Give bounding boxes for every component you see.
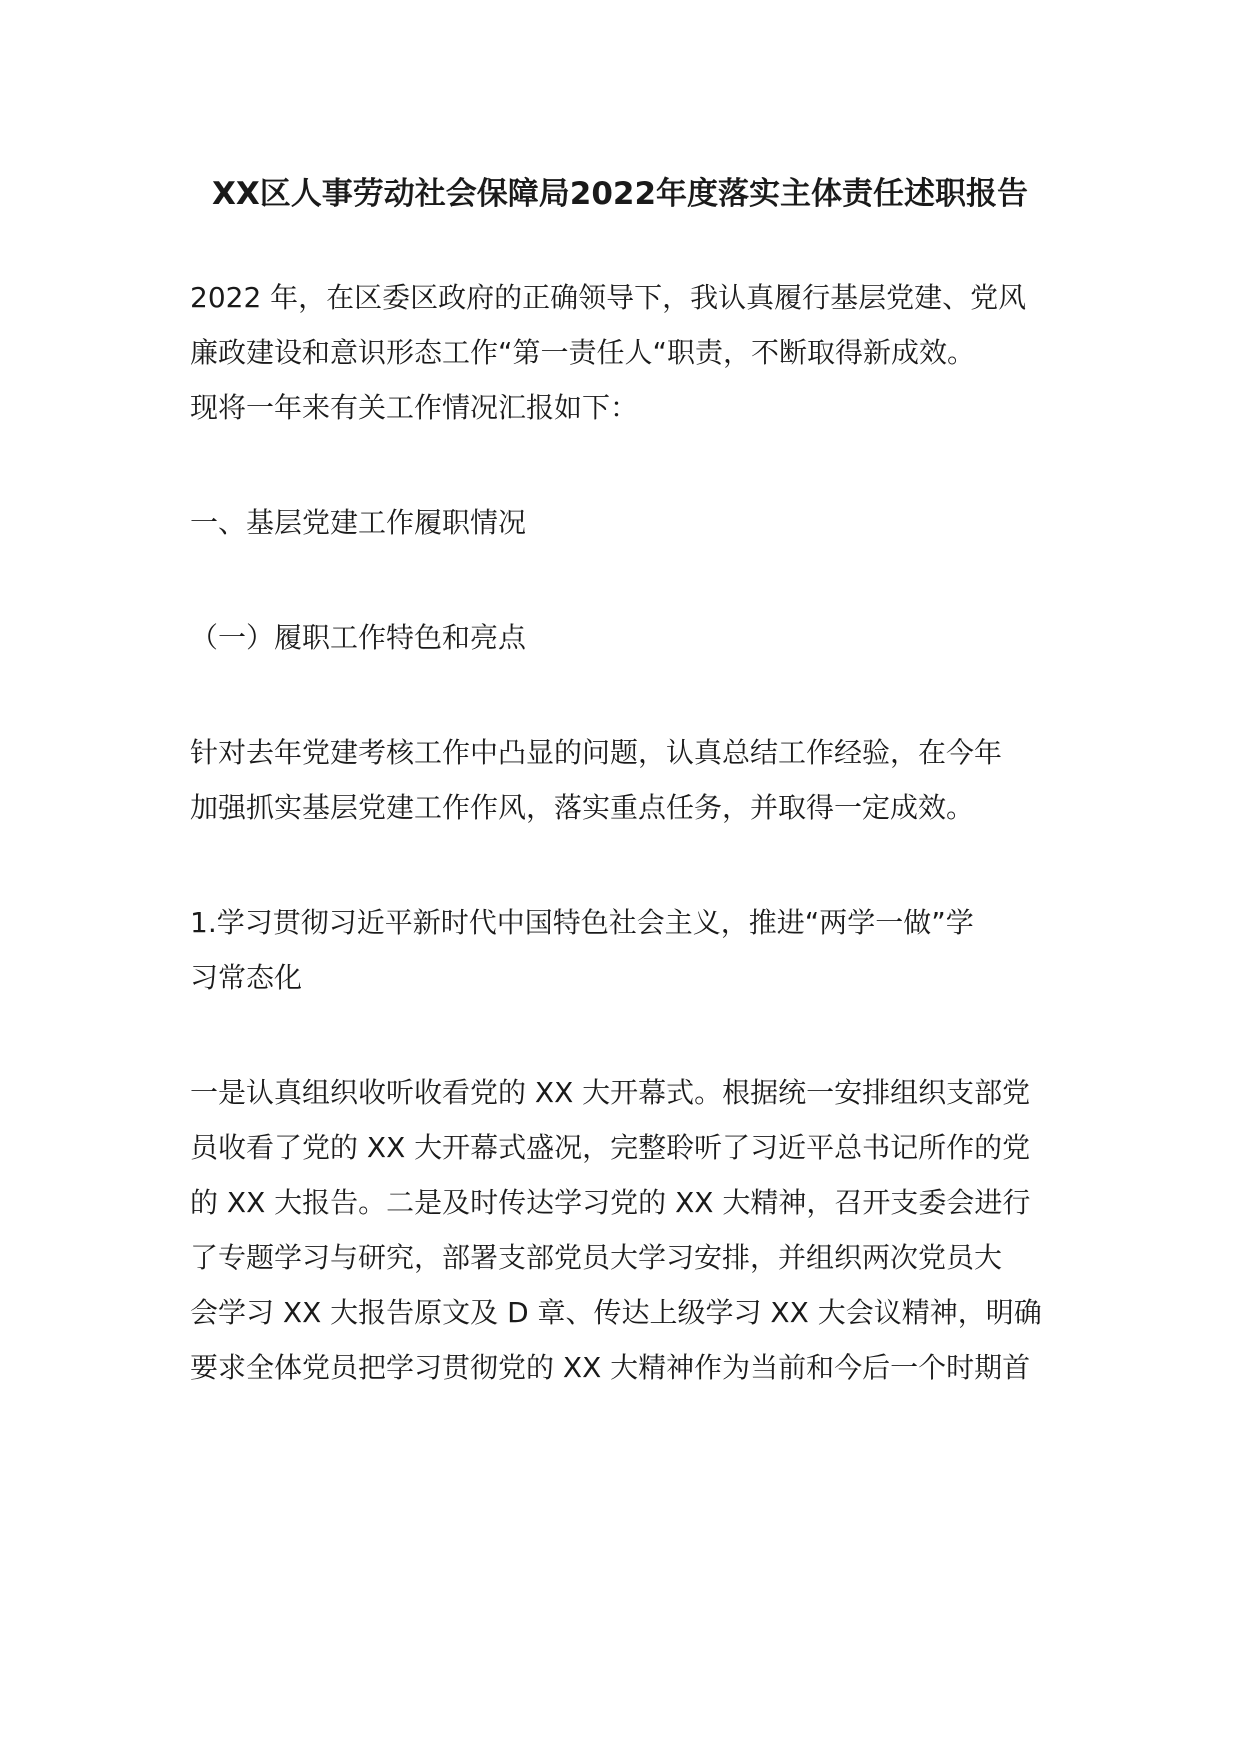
paragraph-2-line-4: 了专题学习与研究，部署支部党员大学习安排，并组织两次党员大 <box>190 1241 1003 1274</box>
subsection-heading: （一）履职工作特色和亮点 <box>190 621 527 654</box>
paragraph-2-line-6: 要求全体党员把学习贯彻党的 XX 大精神作为当前和今后一个时期首 <box>190 1351 1031 1384</box>
paragraph-1-line-1: 针对去年党建考核工作中凸显的问题，认真总结工作经验，在今年 <box>190 736 1003 769</box>
paragraph-2-line-3: 的 XX 大报告。二是及时传达学习党的 XX 大精神，召开支委会进行 <box>190 1186 1031 1219</box>
paragraph-2-line-1: 一是认真组织收听收看党的 XX 大开幕式。根据统一安排组织支部党 <box>190 1076 1031 1109</box>
intro-line-3: 现将一年来有关工作情况汇报如下： <box>190 391 639 424</box>
item-heading-line-1: 1.学习贯彻习近平新时代中国特色社会主义，推进“两学一做”学 <box>190 906 974 939</box>
intro-line-2: 廉政建设和意识形态工作“第一责任人“职责，不断取得新成效。 <box>190 336 976 369</box>
item-heading-line-2: 习常态化 <box>190 961 303 994</box>
paragraph-2-line-5: 会学习 XX 大报告原文及 D 章、传达上级学习 XX 大会议精神，明确 <box>190 1296 1042 1329</box>
section-heading: 一、基层党建工作履职情况 <box>190 506 527 539</box>
paragraph-2-line-2: 员收看了党的 XX 大开幕式盛况，完整聆听了习近平总书记所作的党 <box>190 1131 1031 1164</box>
intro-line-1: 2022 年，在区委区政府的正确领导下，我认真履行基层党建、党风 <box>190 281 1027 314</box>
paragraph-1-line-2: 加强抓实基层党建工作作风，落实重点任务，并取得一定成效。 <box>190 791 975 824</box>
document-title: XX区人事劳动社会保障局2022年度落实主体责任述职报告 <box>211 176 1029 212</box>
